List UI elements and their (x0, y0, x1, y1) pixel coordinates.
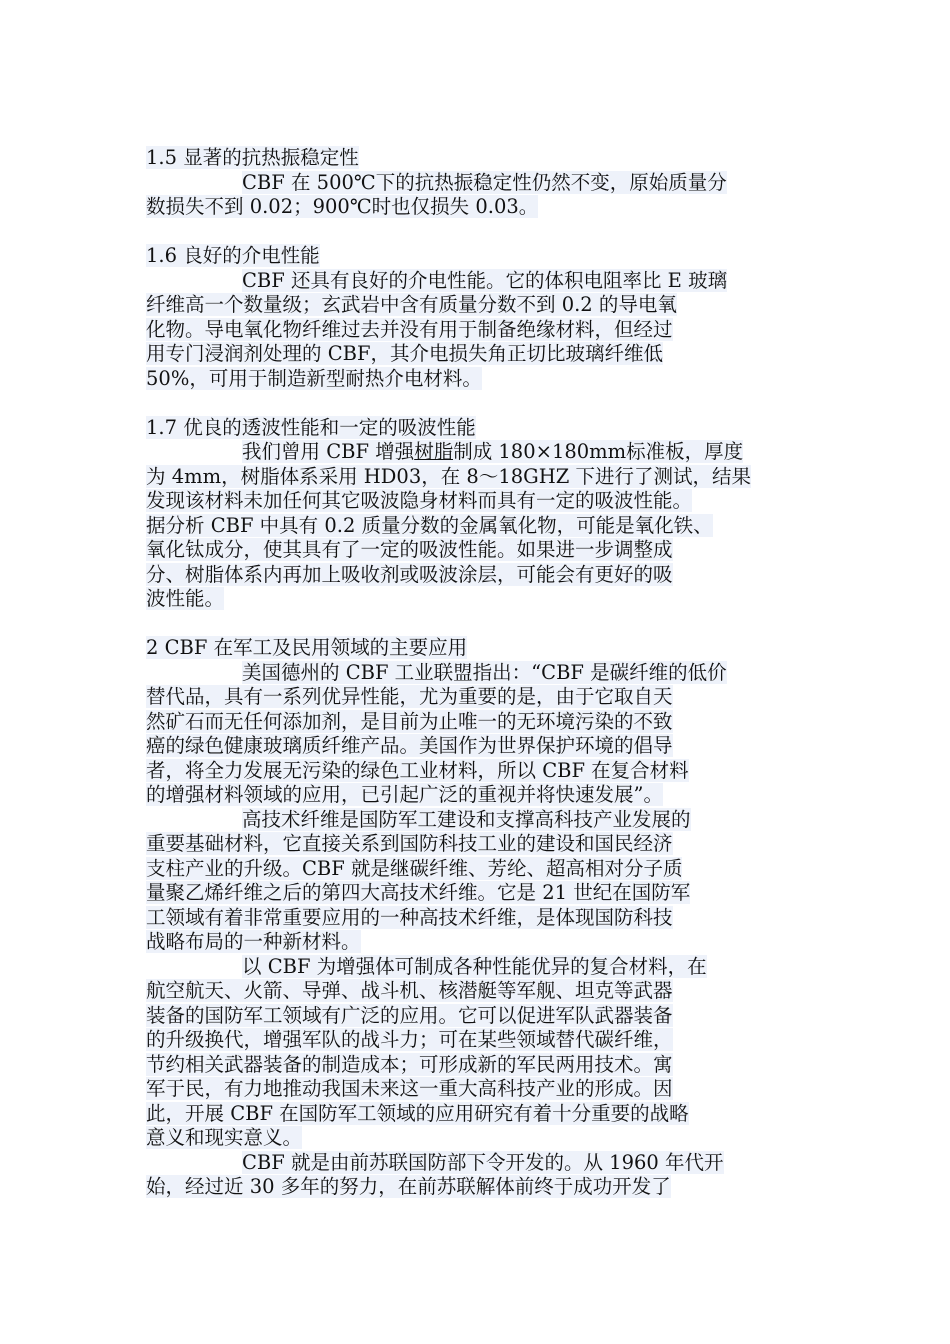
text-line: 的增强材料领域的应用，已引起广泛的重视并将快速发展”。 (146, 783, 663, 806)
document-page (146, 146, 814, 1200)
text-line: CBF 在 500℃下的抗热振稳定性仍然不变，原始质量分 (242, 170, 727, 194)
text-line: 氧化钛成分，使其具有了一定的吸波性能。如果进一步调整成 (146, 538, 673, 561)
resin-link[interactable]: 树脂 (414, 440, 454, 463)
text-line: 航空航天、火箭、导弹、战斗机、核潜艇等军舰、坦克等武器 (146, 979, 673, 1002)
text-line: 的升级换代，增强军队的战斗力；可在某些领域替代碳纤维， (146, 1028, 673, 1051)
text-line: 发现该材料未加任何其它吸波隐身材料而具有一定的吸波性能。 (146, 489, 693, 512)
text-line: 为 4mm，树脂体系采用 HD03，在 8～18GHZ 下进行了测试，结果 (146, 464, 751, 488)
text-line: CBF 就是由前苏联国防部下令开发的。从 1960 年代开 (242, 1150, 724, 1174)
section-heading-1-5: 1.5 显著的抗热振稳定性 (146, 146, 359, 169)
text-line: 我们曾用 CBF 增强树脂制成 180×180mm标准板，厚度 (242, 440, 744, 463)
text-line: 据分析 CBF 中具有 0.2 质量分数的金属氧化物，可能是氧化铁、 (146, 513, 713, 537)
text-line: 数损失不到 0.02；900℃时也仅损失 0.03。 (146, 195, 539, 218)
text-line: 量聚乙烯纤维之后的第四大高技术纤维。它是 21 世纪在国防军 (146, 881, 691, 904)
text-line: 军于民，有力地推动我国未来这一重大高科技产业的形成。因 (146, 1077, 673, 1100)
text-line: 重要基础材料，它直接关系到国防科技工业的建设和国民经济 (146, 832, 673, 855)
text-line: 波性能。 (146, 587, 225, 610)
text-line: 者，将全力发展无污染的绿色工业材料，所以 CBF 在复合材料 (146, 758, 689, 782)
text-line: 纤维高一个数量级；玄武岩中含有质量分数不到 0.2 的导电氧 (146, 293, 677, 316)
text-line: 始，经过近 30 多年的努力，在前苏联解体前终于成功开发了 (146, 1175, 671, 1198)
text-line: 高技术纤维是国防军工建设和支撑高科技产业发展的 (242, 807, 691, 831)
text-line: 美国德州的 CBF 工业联盟指出：“CBF 是碳纤维的低价 (242, 660, 727, 684)
section-heading-2: 2 CBF 在军工及民用领域的主要应用 (146, 636, 468, 659)
text-line: 此，开展 CBF 在国防军工领域的应用研究有着十分重要的战略 (146, 1101, 689, 1125)
text-line: 工领域有着非常重要应用的一种高技术纤维，是体现国防科技 (146, 905, 673, 929)
text-line: 以 CBF 为增强体可制成各种性能优异的复合材料，在 (242, 954, 707, 978)
text-line: 化物。导电氧化物纤维过去并没有用于制备绝缘材料，但经过 (146, 317, 673, 341)
text-line: CBF 还具有良好的介电性能。它的体积电阻率比 E 玻璃 (242, 268, 728, 292)
text-line: 支柱产业的升级。CBF 就是继碳纤维、芳纶、超高相对分子质 (146, 856, 683, 880)
text-line: 分、树脂体系内再加上吸收剂或吸波涂层，可能会有更好的吸 (146, 562, 673, 586)
text-line: 用专门浸润剂处理的 CBF，其介电损失角正切比玻璃纤维低 (146, 342, 663, 365)
text-line: 战略布局的一种新材料。 (146, 930, 361, 953)
text-line: 装备的国防军工领域有广泛的应用。它可以促进军队武器装备 (146, 1003, 673, 1027)
text-line: 然矿石而无任何添加剂，是目前为止唯一的无环境污染的不致 (146, 709, 673, 733)
section-heading-1-6: 1.6 良好的介电性能 (146, 244, 320, 267)
text-line: 替代品，具有一系列优异性能，尤为重要的是，由于它取自天 (146, 685, 673, 708)
section-heading-1-7: 1.7 优良的透波性能和一定的吸波性能 (146, 415, 476, 439)
text-line: 节约相关武器装备的制造成本；可形成新的军民两用技术。寓 (146, 1052, 673, 1076)
text-line: 癌的绿色健康玻璃质纤维产品。美国作为世界保护环境的倡导 (146, 734, 673, 757)
text-line: 50%，可用于制造新型耐热介电材料。 (146, 366, 482, 390)
text-line: 意义和现实意义。 (146, 1126, 303, 1149)
